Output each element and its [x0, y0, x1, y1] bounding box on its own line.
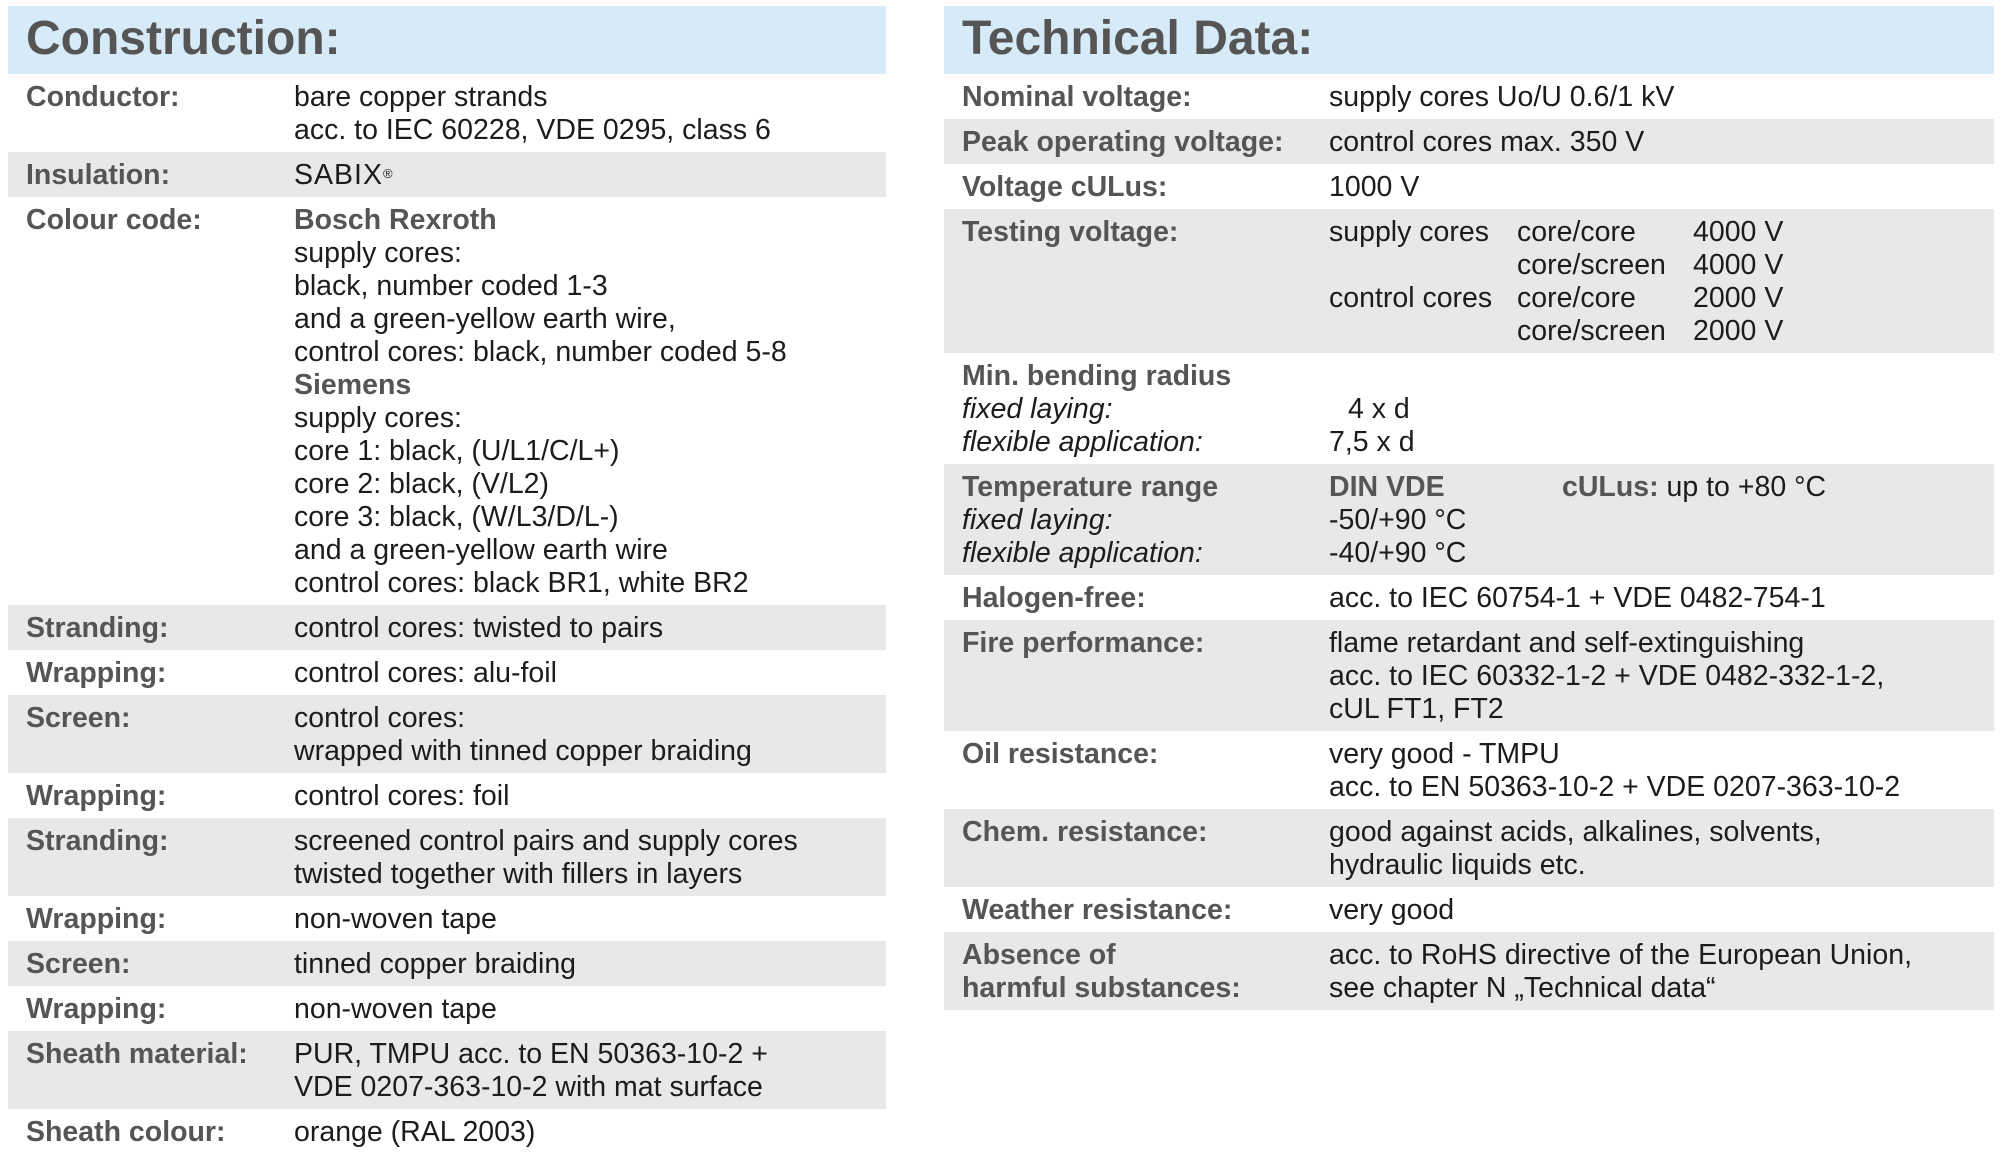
technical-data-title: Technical Data: — [944, 6, 1994, 74]
row-value — [294, 81, 886, 147]
value-line: hydraulic liquids etc. — [1329, 849, 1586, 881]
core-group: control cores — [1329, 282, 1493, 314]
value-line: and a green-yellow earth wire, — [294, 303, 676, 335]
value-line: VDE 0207-363-10-2 with mat surface — [294, 1071, 763, 1103]
value-line: see chapter N „Technical data“ — [1329, 972, 1716, 1004]
row-label: Chem. resistance: — [962, 816, 1208, 848]
testing-voltage-row — [944, 209, 1994, 353]
sheath-colour-row — [8, 1109, 886, 1154]
row-label: Colour code: — [26, 204, 202, 236]
test-type: core/core — [1517, 216, 1636, 248]
row-label: Conductor: — [26, 81, 180, 113]
wrapping-row — [8, 773, 886, 818]
label-line: Absence of — [962, 939, 1116, 971]
nominal-voltage-row — [944, 74, 1994, 119]
construction-panel — [8, 6, 886, 1154]
row-label: Oil resistance: — [962, 738, 1159, 770]
row-value — [294, 657, 886, 690]
row-value — [294, 204, 886, 600]
test-type: core/screen — [1517, 249, 1666, 281]
label-line: harmful substances: — [962, 972, 1241, 1004]
core-group — [1329, 315, 1517, 348]
row-value — [294, 612, 886, 645]
value-line: good against acids, alkalines, solvents, — [1329, 816, 1822, 848]
core-group — [1329, 249, 1517, 282]
row-value — [1329, 816, 1994, 882]
fixed-laying-label: fixed laying: — [962, 504, 1113, 536]
halogen-free-row — [944, 575, 1994, 620]
row-label: Wrapping: — [26, 903, 167, 935]
test-value: 2000 V — [1693, 282, 1784, 314]
value-line: bare copper strands — [294, 81, 548, 113]
row-label: Wrapping: — [26, 993, 167, 1025]
screen-row — [8, 941, 886, 986]
test-type: core/core — [1517, 282, 1636, 314]
temperature-range-row — [944, 464, 1994, 575]
row-value — [1329, 627, 1994, 726]
row-label: Testing voltage: — [962, 216, 1179, 248]
row-label: Peak operating voltage: — [962, 126, 1284, 158]
wrapping-row — [8, 896, 886, 941]
sheath-material-row — [8, 1031, 886, 1109]
temperature-range-label: Temperature range — [962, 471, 1219, 503]
value-line: flame retardant and self-extinguishing — [1329, 627, 1805, 659]
stranding-row — [8, 818, 886, 896]
value-line: non-woven tape — [294, 903, 497, 935]
row-value — [1329, 360, 1994, 459]
testing-voltage-table — [1329, 216, 1994, 348]
construction-title: Construction: — [8, 6, 886, 74]
manufacturer-heading: Siemens — [294, 369, 412, 401]
row-value — [294, 1116, 886, 1149]
chem-resistance-row — [944, 809, 1994, 887]
value-line: tinned copper braiding — [294, 948, 577, 980]
technical-data-panel — [944, 6, 1994, 1010]
row-label: Voltage cULus: — [962, 171, 1168, 203]
row-label: Sheath material: — [26, 1038, 248, 1070]
row-value: acc. to IEC 60754-1 + VDE 0482-754-1 — [1329, 582, 1826, 614]
value-line: core 2: black, (V/L2) — [294, 468, 550, 500]
row-value — [294, 702, 886, 768]
fire-performance-row — [944, 620, 1994, 731]
value-line: twisted together with fillers in layers — [294, 858, 743, 890]
oil-resistance-row — [944, 731, 1994, 809]
row-value: 1000 V — [1329, 171, 1420, 203]
value-line: orange (RAL 2003) — [294, 1116, 536, 1148]
value-line: control cores: alu-foil — [294, 657, 557, 689]
row-label: Wrapping: — [26, 780, 167, 812]
flexible-application-label: flexible application: — [962, 426, 1203, 458]
row-value — [294, 1038, 886, 1104]
row-value — [1329, 471, 1994, 570]
flexible-application-label: flexible application: — [962, 537, 1203, 569]
row-label — [944, 471, 1329, 570]
value-line: acc. to EN 50363-10-2 + VDE 0207-363-10-2 — [1329, 771, 1901, 803]
row-label: Stranding: — [26, 612, 169, 644]
value-line: control cores: twisted to pairs — [294, 612, 664, 644]
row-label — [944, 360, 1329, 459]
row-value: control cores max. 350 V — [1329, 126, 1645, 158]
row-label: Weather resistance: — [962, 894, 1233, 926]
value-line: core 1: black, (U/L1/C/L+) — [294, 435, 620, 467]
sabix-brand: SABIX — [294, 159, 383, 191]
row-label: Screen: — [26, 948, 131, 980]
row-value — [294, 903, 886, 936]
row-label: Insulation: — [26, 159, 171, 191]
row-label — [944, 939, 1329, 1005]
insulation-row — [8, 152, 886, 197]
wrapping-row — [8, 986, 886, 1031]
value-line: acc. to IEC 60228, VDE 0295, class 6 — [294, 114, 771, 146]
value-line: screened control pairs and supply cores — [294, 825, 798, 857]
harmful-substances-row — [944, 932, 1994, 1010]
flexible-application-value: 7,5 x d — [1329, 426, 1415, 458]
fixed-laying-value: -50/+90 °C — [1329, 504, 1467, 536]
bending-radius-label: Min. bending radius — [962, 360, 1232, 392]
value-line: non-woven tape — [294, 993, 497, 1025]
row-label: Stranding: — [26, 825, 169, 857]
voltage-culus-row — [944, 164, 1994, 209]
row-value — [294, 159, 886, 192]
value-line: acc. to RoHS directive of the European Union, — [1329, 939, 1912, 971]
conductor-row — [8, 74, 886, 152]
manufacturer-heading: Bosch Rexroth — [294, 204, 497, 236]
stranding-row — [8, 605, 886, 650]
bending-radius-row — [944, 353, 1994, 464]
test-value: 2000 V — [1693, 315, 1784, 347]
value-line: supply cores: — [294, 402, 462, 434]
value-line: control cores: black BR1, white BR2 — [294, 567, 749, 599]
value-line: PUR, TMPU acc. to EN 50363-10-2 + — [294, 1038, 768, 1070]
temperature-header — [1329, 471, 1994, 504]
core-group: supply cores — [1329, 216, 1489, 248]
row-value — [294, 948, 886, 981]
row-value: supply cores Uo/U 0.6/1 kV — [1329, 81, 1675, 113]
din-vde-label: DIN VDE — [1329, 471, 1445, 503]
row-value — [1329, 738, 1994, 804]
wrapping-row — [8, 650, 886, 695]
value-line: and a green-yellow earth wire — [294, 534, 668, 566]
value-line: very good - TMPU — [1329, 738, 1560, 770]
row-label: Fire performance: — [962, 627, 1205, 659]
value-line: control cores: foil — [294, 780, 510, 812]
value-line: black, number coded 1-3 — [294, 270, 608, 302]
flexible-application-value: -40/+90 °C — [1329, 537, 1467, 569]
row-label: Sheath colour: — [26, 1116, 226, 1148]
culus-value: up to +80 °C — [1666, 471, 1827, 503]
row-label: Halogen-free: — [962, 582, 1146, 614]
value-line: control cores: — [294, 702, 466, 734]
test-value: 4000 V — [1693, 216, 1784, 248]
weather-resistance-row — [944, 887, 1994, 932]
registered-mark: ® — [382, 166, 393, 181]
value-line: supply cores: — [294, 237, 462, 269]
value-line: acc. to IEC 60332-1-2 + VDE 0482-332-1-2, — [1329, 660, 1885, 692]
row-label: Wrapping: — [26, 657, 167, 689]
fixed-laying-label: fixed laying: — [962, 393, 1113, 425]
row-value — [294, 780, 886, 813]
test-type: core/screen — [1517, 315, 1666, 347]
row-label: Screen: — [26, 702, 131, 734]
row-value: very good — [1329, 894, 1455, 926]
row-value — [294, 825, 886, 891]
value-line: wrapped with tinned copper braiding — [294, 735, 752, 767]
row-value — [1329, 939, 1994, 1005]
peak-voltage-row — [944, 119, 1994, 164]
screen-row — [8, 695, 886, 773]
test-value: 4000 V — [1693, 249, 1784, 281]
culus-label: cULus: — [1562, 471, 1659, 503]
colour-code-row — [8, 197, 886, 605]
fixed-laying-value: 4 x d — [1348, 393, 1410, 425]
value-line: control cores: black, number coded 5-8 — [294, 336, 787, 368]
row-label: Nominal voltage: — [962, 81, 1192, 113]
row-value — [294, 993, 886, 1026]
value-line: core 3: black, (W/L3/D/L-) — [294, 501, 619, 533]
value-line: cUL FT1, FT2 — [1329, 693, 1504, 725]
